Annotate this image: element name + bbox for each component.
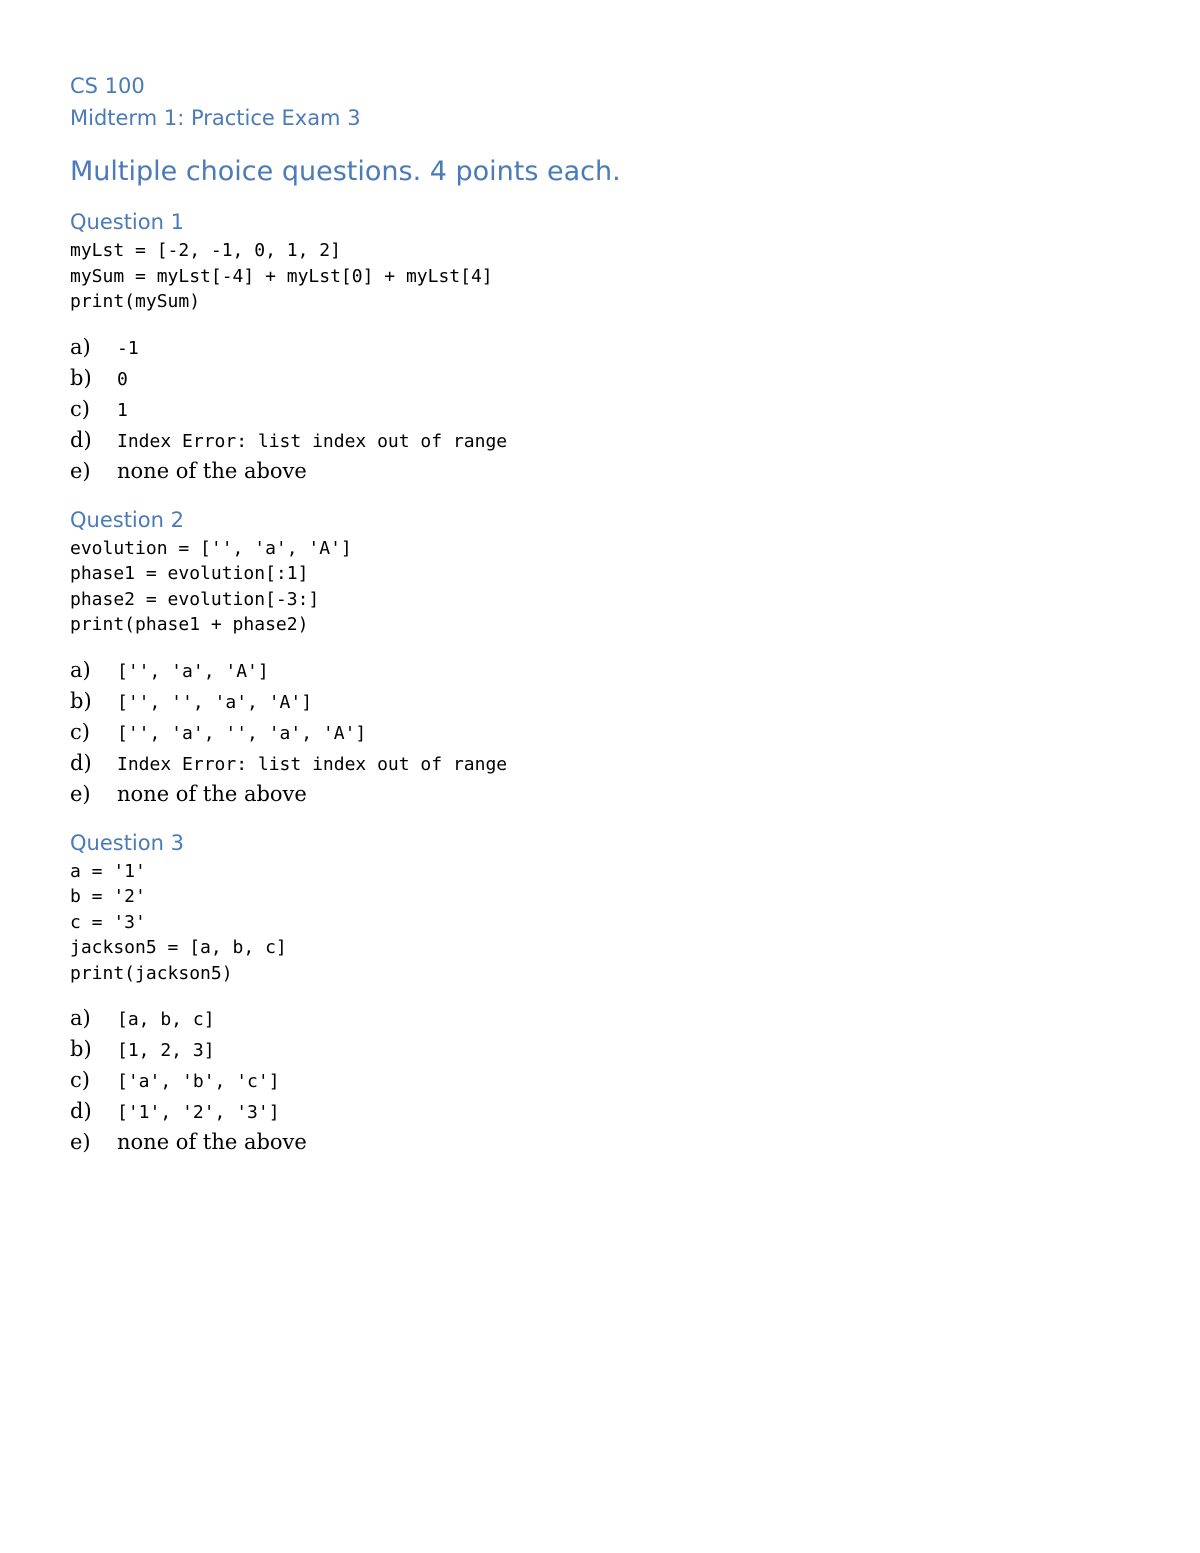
question-heading: Question 3: [70, 830, 184, 855]
option-c: [70, 1068, 1150, 1099]
code-line: c = '3': [70, 911, 146, 933]
option-c: [70, 397, 1150, 428]
exam-page: [70, 70, 1150, 1161]
option-text: none of the above: [117, 781, 307, 806]
option-letter: e): [70, 458, 91, 483]
option-text: none of the above: [117, 458, 307, 483]
answer-options: [70, 1006, 1150, 1161]
code-line: evolution = ['', 'a', 'A']: [70, 537, 352, 559]
question-3: [70, 827, 1150, 1162]
option-text: ['', '', 'a', 'A']: [117, 691, 313, 713]
option-e: [70, 1130, 1150, 1161]
option-a: [70, 658, 1150, 689]
option-text: 0: [117, 368, 128, 390]
option-letter: b): [70, 1037, 92, 1061]
option-letter: c): [70, 396, 90, 421]
exam-title: Midterm 1: Practice Exam 3: [70, 106, 361, 130]
code-line: jackson5 = [a, b, c]: [70, 937, 287, 958]
option-text: ['', 'a', 'A']: [117, 660, 269, 682]
question-heading: Question 2: [70, 507, 184, 532]
option-text: -1: [117, 337, 139, 359]
code-block: [70, 238, 1150, 315]
code-line: print(mySum): [70, 291, 201, 312]
option-text: ['', 'a', '', 'a', 'A']: [117, 722, 367, 744]
option-letter: d): [70, 427, 92, 452]
option-text: [1, 2, 3]: [117, 1040, 215, 1061]
option-letter: b): [70, 365, 92, 390]
option-letter: a): [70, 657, 91, 682]
option-letter: d): [70, 1099, 92, 1123]
code-line: a = '1': [70, 860, 146, 882]
option-a: [70, 335, 1150, 366]
code-line: mySum = myLst[-4] + myLst[0] + myLst[4]: [70, 265, 493, 287]
option-letter: e): [70, 1130, 91, 1154]
answer-options: [70, 335, 1150, 490]
question-heading: Question 1: [70, 210, 184, 234]
option-text: Index Error: list index out of range: [117, 430, 508, 452]
option-letter: b): [70, 688, 92, 713]
option-e: [70, 782, 1150, 813]
question-2: [70, 504, 1150, 813]
option-text: none of the above: [117, 1130, 307, 1154]
option-letter: e): [70, 781, 91, 806]
option-b: [70, 1037, 1150, 1068]
code-line: phase2 = evolution[-3:]: [70, 588, 320, 610]
option-text: 1: [117, 399, 128, 421]
code-line: myLst = [-2, -1, 0, 1, 2]: [70, 240, 341, 261]
section-heading: Multiple choice questions. 4 points each.: [70, 156, 621, 187]
option-text: Index Error: list index out of range: [117, 753, 508, 775]
option-letter: c): [70, 1068, 90, 1092]
option-d: [70, 751, 1150, 782]
option-e: [70, 459, 1150, 490]
option-text: [a, b, c]: [117, 1009, 215, 1030]
question-1: [70, 206, 1150, 490]
option-b: [70, 689, 1150, 720]
option-b: [70, 366, 1150, 397]
code-line: print(phase1 + phase2): [70, 614, 309, 635]
option-c: [70, 720, 1150, 751]
option-letter: d): [70, 750, 92, 775]
option-a: [70, 1006, 1150, 1037]
code-line: b = '2': [70, 886, 146, 907]
option-d: [70, 1099, 1150, 1130]
code-line: phase1 = evolution[:1]: [70, 563, 309, 584]
option-text: ['1', '2', '3']: [117, 1102, 280, 1123]
answer-options: [70, 658, 1150, 813]
option-letter: c): [70, 719, 90, 744]
code-block: [70, 859, 1150, 987]
course-title: CS 100: [70, 74, 145, 98]
option-letter: a): [70, 334, 91, 359]
option-text: ['a', 'b', 'c']: [117, 1071, 280, 1092]
option-d: [70, 428, 1150, 459]
code-block: [70, 536, 1150, 638]
option-letter: a): [70, 1006, 91, 1030]
code-line: print(jackson5): [70, 962, 233, 984]
